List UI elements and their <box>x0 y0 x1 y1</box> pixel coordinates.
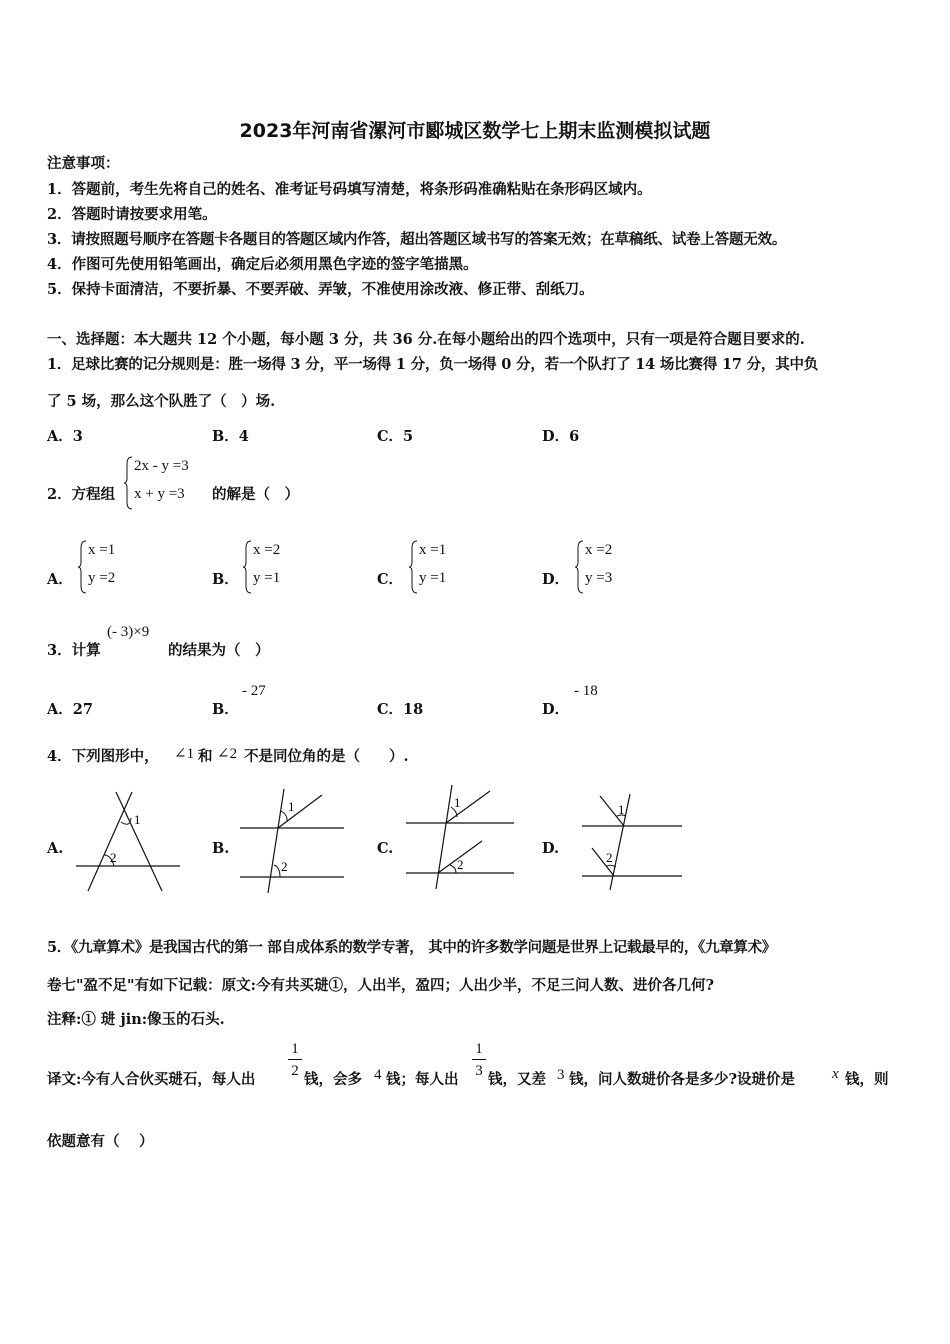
q2-option-c-row2: y =1 <box>419 570 447 586</box>
q5-value-3: 3 <box>557 1067 565 1083</box>
notice-item: 4．作图可先使用铅笔画出，确定后必须用黑色字迹的签字笔描黑。 <box>47 256 478 273</box>
q4-angle-1: ∠1 <box>174 746 195 762</box>
q1-option-a: A．3 <box>47 428 83 445</box>
q5-translation-part6: 钱，则 <box>845 1071 889 1088</box>
q2-suffix: 的解是（ ） <box>212 486 299 503</box>
q1-option-d: D．6 <box>542 428 580 445</box>
q2-option-d-row1: x =2 <box>585 542 613 558</box>
q5-fraction-half <box>288 1041 302 1085</box>
q2-option-c-label: C． <box>377 571 404 588</box>
q4-option-c-label: C. <box>377 840 394 857</box>
q4-and: 和 <box>198 748 213 765</box>
q2-brace <box>124 456 134 510</box>
q3-option-d-value: - 18 <box>574 683 598 699</box>
q4-figure-b <box>236 785 348 897</box>
q2-option-b-row1: x =2 <box>253 542 281 558</box>
q2-equation-2: x + y =3 <box>134 486 185 502</box>
notice-item: 2．答题时请按要求用笔。 <box>47 206 217 223</box>
q4-figure-a-label-2: 2 <box>110 850 117 865</box>
q5-translation-part1: 译文:今有人合伙买琎石，每人出 <box>47 1071 256 1088</box>
notice-item: 1．答题前，考生先将自己的姓名、准考证号码填写清楚，将条形码准确粘贴在条形码区域内。 <box>47 181 652 198</box>
q5-fraction-third-numerator: 1 <box>475 1041 483 1057</box>
q5-translation-part3: 钱；每人出 <box>386 1071 459 1088</box>
q2-option-b-label: B． <box>212 571 239 588</box>
q3-option-a: A．27 <box>47 701 93 718</box>
q4-figure-c-label-1: 1 <box>454 795 461 810</box>
q4-option-a-label: A. <box>47 840 64 857</box>
q5-line3: 注释:① 琎 jin:像玉的石头. <box>47 1011 225 1028</box>
page-title: 2023年河南省漯河市郾城区数学七上期末监测模拟试题 <box>239 120 711 142</box>
q4-prefix: 4．下列图形中， <box>47 748 159 765</box>
q2-option-d-brace <box>575 540 585 594</box>
q2-option-b-row2: y =1 <box>253 570 281 586</box>
q1-line2: 了 5 场，那么这个队胜了（ ）场. <box>47 393 276 410</box>
q3-option-c: C．18 <box>377 701 424 718</box>
q5-translation-part2: 钱，会多 <box>304 1071 362 1088</box>
q2-equation-1: 2x - y =3 <box>134 458 189 474</box>
notice-item: 5．保持卡面清洁，不要折暴、不要弄破、弄皱，不准使用涂改液、修正带、刮纸刀。 <box>47 281 594 298</box>
q1-option-b: B．4 <box>212 428 249 445</box>
q3-suffix: 的结果为（ ） <box>168 642 270 659</box>
q1-line1: 1．足球比赛的记分规则是：胜一场得 3 分，平一场得 1 分，负一场得 0 分，若一个队打了 14 场比赛得 17 分，其中负 <box>47 356 819 373</box>
q4-figure-c <box>404 783 516 895</box>
q2-option-d-row2: y =3 <box>585 570 613 586</box>
q5-fraction-half-numerator: 1 <box>291 1041 299 1057</box>
q5-line1: 5．《九章算术》是我国古代的第一 部自成体系的数学专著， 其中的许多数学问题是世界上记载最早的，《九章算术》 <box>47 939 776 956</box>
q5-variable-x: x <box>832 1066 839 1082</box>
q4-figure-b-label-2: 2 <box>281 859 288 874</box>
q4-figure-c-label-2: 2 <box>457 857 464 872</box>
q2-prefix: 2．方程组 <box>47 486 116 503</box>
q3-option-d-label: D． <box>542 701 570 718</box>
q5-value-4: 4 <box>374 1067 382 1083</box>
q4-figure-a-label-1: 1 <box>134 812 141 827</box>
q4-figure-a <box>74 788 184 898</box>
q5-line2: 卷七"盈不足"有如下记载：原文:今有共买琎①，人出半，盈四；人出少半，不足三问人数、进价各几何? <box>47 977 714 994</box>
section-heading: 一、选择题：本大题共 12 个小题，每小题 3 分，共 36 分.在每小题给出的四个选项中，只有一项是符合题目要求的. <box>47 331 805 348</box>
q4-angle-2: ∠2 <box>217 746 238 762</box>
q2-option-a-brace <box>78 540 88 594</box>
q2-option-a-row2: y =2 <box>88 570 116 586</box>
q4-option-d-label: D. <box>542 840 560 857</box>
q2-option-d-label: D． <box>542 571 570 588</box>
q4-suffix: 不是同位角的是（ ）. <box>244 748 409 765</box>
notice-heading: 注意事项： <box>47 155 120 172</box>
q2-option-a-row1: x =1 <box>88 542 116 558</box>
q1-option-c: C．5 <box>377 428 414 445</box>
q5-fraction-third <box>472 1041 486 1085</box>
q4-figure-d-label-1: 1 <box>618 802 625 817</box>
q4-option-b-label: B. <box>212 840 230 857</box>
q2-option-b-brace <box>243 540 253 594</box>
q5-fraction-third-denominator: 3 <box>475 1063 483 1079</box>
q3-option-b-label: B． <box>212 701 239 718</box>
q5-translation-part5: 钱，问人数琎价各是多少?设琎价是 <box>569 1071 795 1088</box>
q2-option-c-brace <box>409 540 419 594</box>
q3-option-b-value: - 27 <box>242 683 266 699</box>
q5-translation-part4: 钱，又差 <box>488 1071 546 1088</box>
q4-figure-d-label-2: 2 <box>606 850 613 865</box>
q4-figure-d <box>580 790 686 894</box>
q2-option-c-row1: x =1 <box>419 542 447 558</box>
q3-expression: (- 3)×9 <box>107 624 150 640</box>
notice-item: 3．请按照题号顺序在答题卡各题目的答题区域内作答，超出答题区域书写的答案无效；在草稿纸、试卷上答题无效。 <box>47 231 787 248</box>
q4-figure-b-label-1: 1 <box>288 799 295 814</box>
q5-prompt: 依题意有（ ） <box>47 1133 154 1150</box>
q2-option-a-label: A． <box>47 571 73 588</box>
q5-fraction-half-denominator: 2 <box>291 1063 299 1079</box>
q3-prefix: 3．计算 <box>47 642 101 659</box>
